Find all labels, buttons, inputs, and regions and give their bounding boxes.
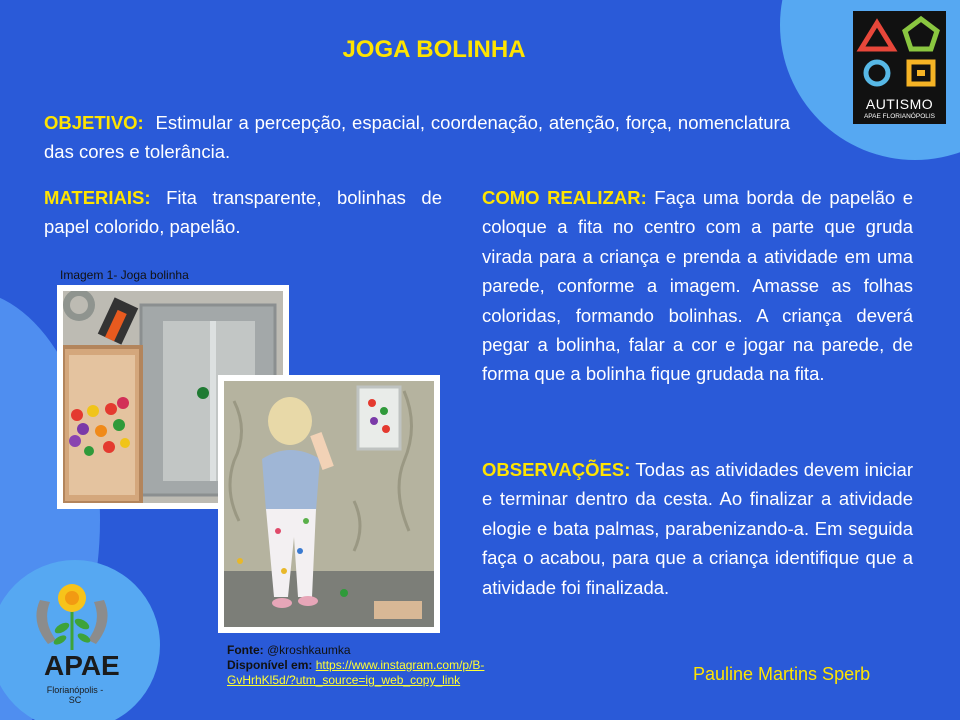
como-realizar-label: COMO REALIZAR: xyxy=(482,187,647,208)
observacoes-text: Todas as atividades devem iniciar e terminar dentro da cesta. Ao finalizar a atividade elogie e bata palmas, parabenizando-a. Em seguida faça o acabou, para que a criança identifique que a atividade foi finalizada. xyxy=(482,459,913,598)
autismo-shapes-icon xyxy=(853,11,946,95)
photo-child-illustration xyxy=(224,381,434,627)
source-citation xyxy=(227,643,484,688)
observacoes-paragraph xyxy=(482,455,913,602)
apae-flower-hands-icon xyxy=(12,572,132,702)
fonte-label: Fonte: xyxy=(227,643,264,657)
autismo-logo-subtext: APAE FLORIANÓPOLIS xyxy=(863,113,936,120)
author-name: Pauline Martins Sperb xyxy=(693,664,871,684)
materiais-label: MATERIAIS: xyxy=(44,187,151,208)
objetivo-paragraph xyxy=(44,108,790,166)
apae-logo-subtext: Florianópolis - SC xyxy=(46,685,104,705)
observacoes-label: OBSERVAÇÕES: xyxy=(482,459,631,480)
photo-child-playing xyxy=(218,375,440,633)
image-caption: Imagem 1- Joga bolinha xyxy=(60,268,189,282)
como-realizar-paragraph xyxy=(482,183,913,389)
objetivo-text: Estimular a percepção, espacial, coordenação, atenção, força, nomenclatura das cores e tolerância. xyxy=(44,112,790,162)
autismo-logo xyxy=(853,11,946,124)
page-title: JOGA BOLINHA xyxy=(342,36,526,63)
source-link-part1[interactable]: https://www.instagram.com/p/B- xyxy=(315,658,485,672)
apae-logo-text: APAE xyxy=(44,650,120,681)
materiais-paragraph xyxy=(44,183,442,241)
materiais-text: Fita transparente, bolinhas de papel colorido, papelão. xyxy=(44,187,443,237)
source-link-part2[interactable]: GvHrhKl5d/?utm_source=ig_web_copy_link xyxy=(227,673,461,687)
fonte-handle: @kroshkaumka xyxy=(267,643,351,657)
como-realizar-text: Faça uma borda de papelão e coloque a fita no centro com a parte que gruda virada para a criança e prenda a atividade em uma parede, conforme a imagem. Amasse as folhas coloridas, formando bolinhas. A criança deverá pegar a bolinha, falar a cor e jogar na parede, de forma que a bolinha fique grudada na fita. xyxy=(482,187,914,385)
objetivo-label: OBJETIVO: xyxy=(44,112,144,133)
disponivel-label: Disponível em: xyxy=(227,658,313,672)
autismo-logo-text: AUTISMO xyxy=(865,96,934,112)
